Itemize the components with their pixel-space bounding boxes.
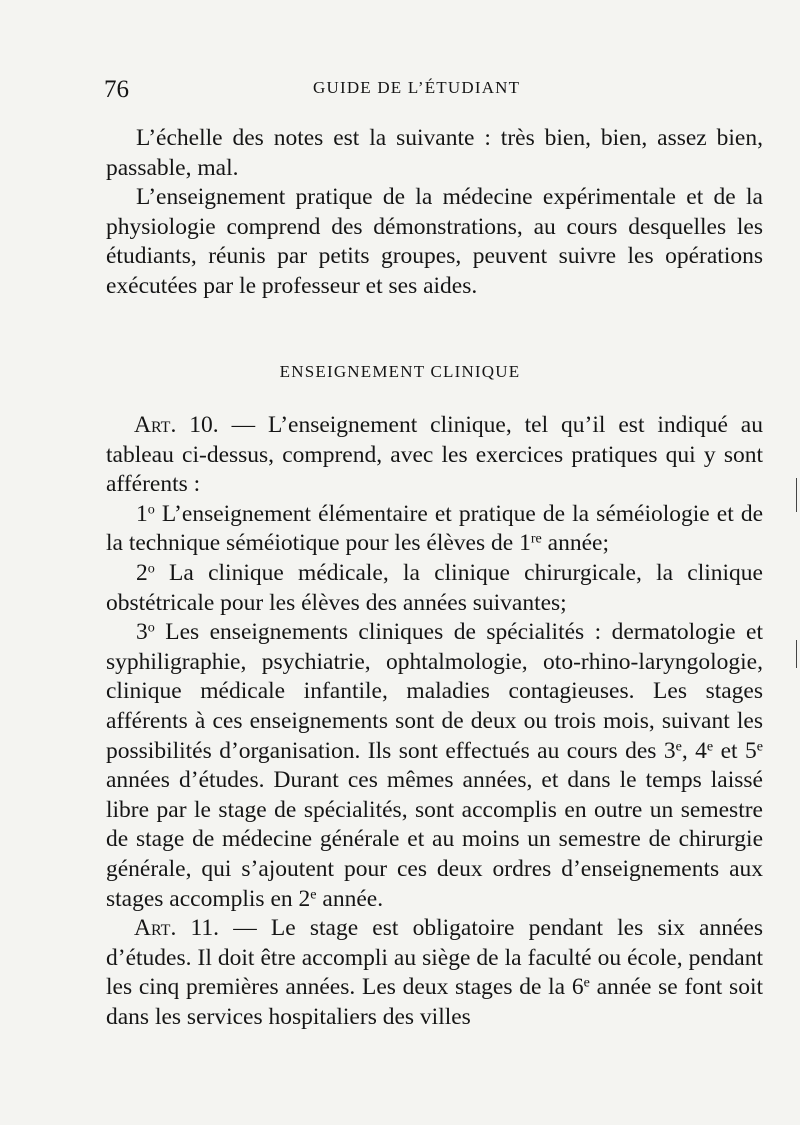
item-1-number: 1 <box>136 500 148 527</box>
article-10-item-3 <box>106 618 763 914</box>
scan-edge-mark <box>796 640 797 668</box>
article-10-item-1 <box>106 500 763 559</box>
item-2-text: La clinique médicale, la clinique chirurgicale, la clinique obstétricale pour les élèves des années suivantes; <box>106 559 763 616</box>
item-3-ordinal: o <box>147 619 155 636</box>
item-1-ordinal-year: re <box>530 530 542 547</box>
ordinal-e-4th: e <box>706 737 714 754</box>
running-title: GUIDE DE L’ÉTUDIANT <box>313 78 521 97</box>
article-11-text-a: — Le stage est obligatoire pendant les six années d’études. Il doit être accompli au siège de la faculté ou école, pendant les cinq premières années. Les deux stages de la 6 <box>106 915 763 1001</box>
article-10-text: — L’enseignement clinique, tel qu’il est indiqué au tableau ci-dessus, comprend, avec les exercices pratiques qui y sont afférents : <box>106 412 763 498</box>
item-1-ordinal: o <box>147 501 155 518</box>
running-header <box>0 76 800 106</box>
item-3-text-a: Les enseignements cliniques de spécialités : dermatologie et syphiligraphie, psychiatrie, ophtalmologie, oto-rhino-laryngologie, clinique médicale infantile, maladies contagieuses. Les stages afférents à ces enseignements sont de deux ou trois mois, suivant les possibilités d’organisation. Ils sont effectués au cours des 3 <box>106 619 763 764</box>
article-10-item-2 <box>106 559 763 618</box>
intro-text <box>106 124 763 302</box>
article-11-text-b: année se font soit dans les services hospitaliers des villes <box>106 974 764 1030</box>
item-1-end: année; <box>541 530 609 557</box>
ordinal-e-3rd: e <box>675 737 682 754</box>
article-11-label: Art. 11. <box>134 915 220 942</box>
item-3-text-b: , 4 <box>681 737 707 764</box>
item-3-text-e: année. <box>316 885 384 912</box>
articles-text <box>106 411 763 1032</box>
ordinal-e-6th: e <box>583 974 590 991</box>
item-2-ordinal: o <box>147 560 155 577</box>
item-3-number: 3 <box>136 619 148 646</box>
article-10-intro <box>106 411 763 500</box>
page-number: 76 <box>104 76 129 103</box>
item-1-text: L’enseignement élémentaire et pratique de la séméiologie et de la technique séméiotique pour les élèves de 1 <box>106 500 763 557</box>
item-2-number: 2 <box>136 559 148 586</box>
item-3-text-c: et 5 <box>713 737 757 764</box>
paragraph-grading-scale: L’échelle des notes est la suivante : très bien, bien, assez bien, passable, mal. <box>106 125 763 181</box>
paragraph-practical-teaching: L’enseignement pratique de la médecine expérimentale et de la physiologie comprend des démonstrations, au cours desquelles les étudiants, réunis par petits groupes, peuvent suivre les opérations exécutées par le professeur et ses aides. <box>106 184 763 299</box>
ordinal-e-5th: e <box>756 737 763 754</box>
section-title: ENSEIGNEMENT CLINIQUE <box>279 362 521 381</box>
item-3-text-d: années d’études. Durant ces mêmes années, et dans le temps laissé libre par le stage de spécialités, sont accomplis en outre un semestre de stage de médecine générale et au moins un semestre de chirurgie générale, qui s’ajoutent pour ces deux ordres d’enseignements aux stages accomplis en 2 <box>106 767 763 912</box>
article-10-label: Art. 10. <box>134 412 219 438</box>
article-11 <box>106 914 763 1032</box>
ordinal-e-2nd: e <box>310 885 317 902</box>
scan-edge-mark <box>796 478 797 512</box>
